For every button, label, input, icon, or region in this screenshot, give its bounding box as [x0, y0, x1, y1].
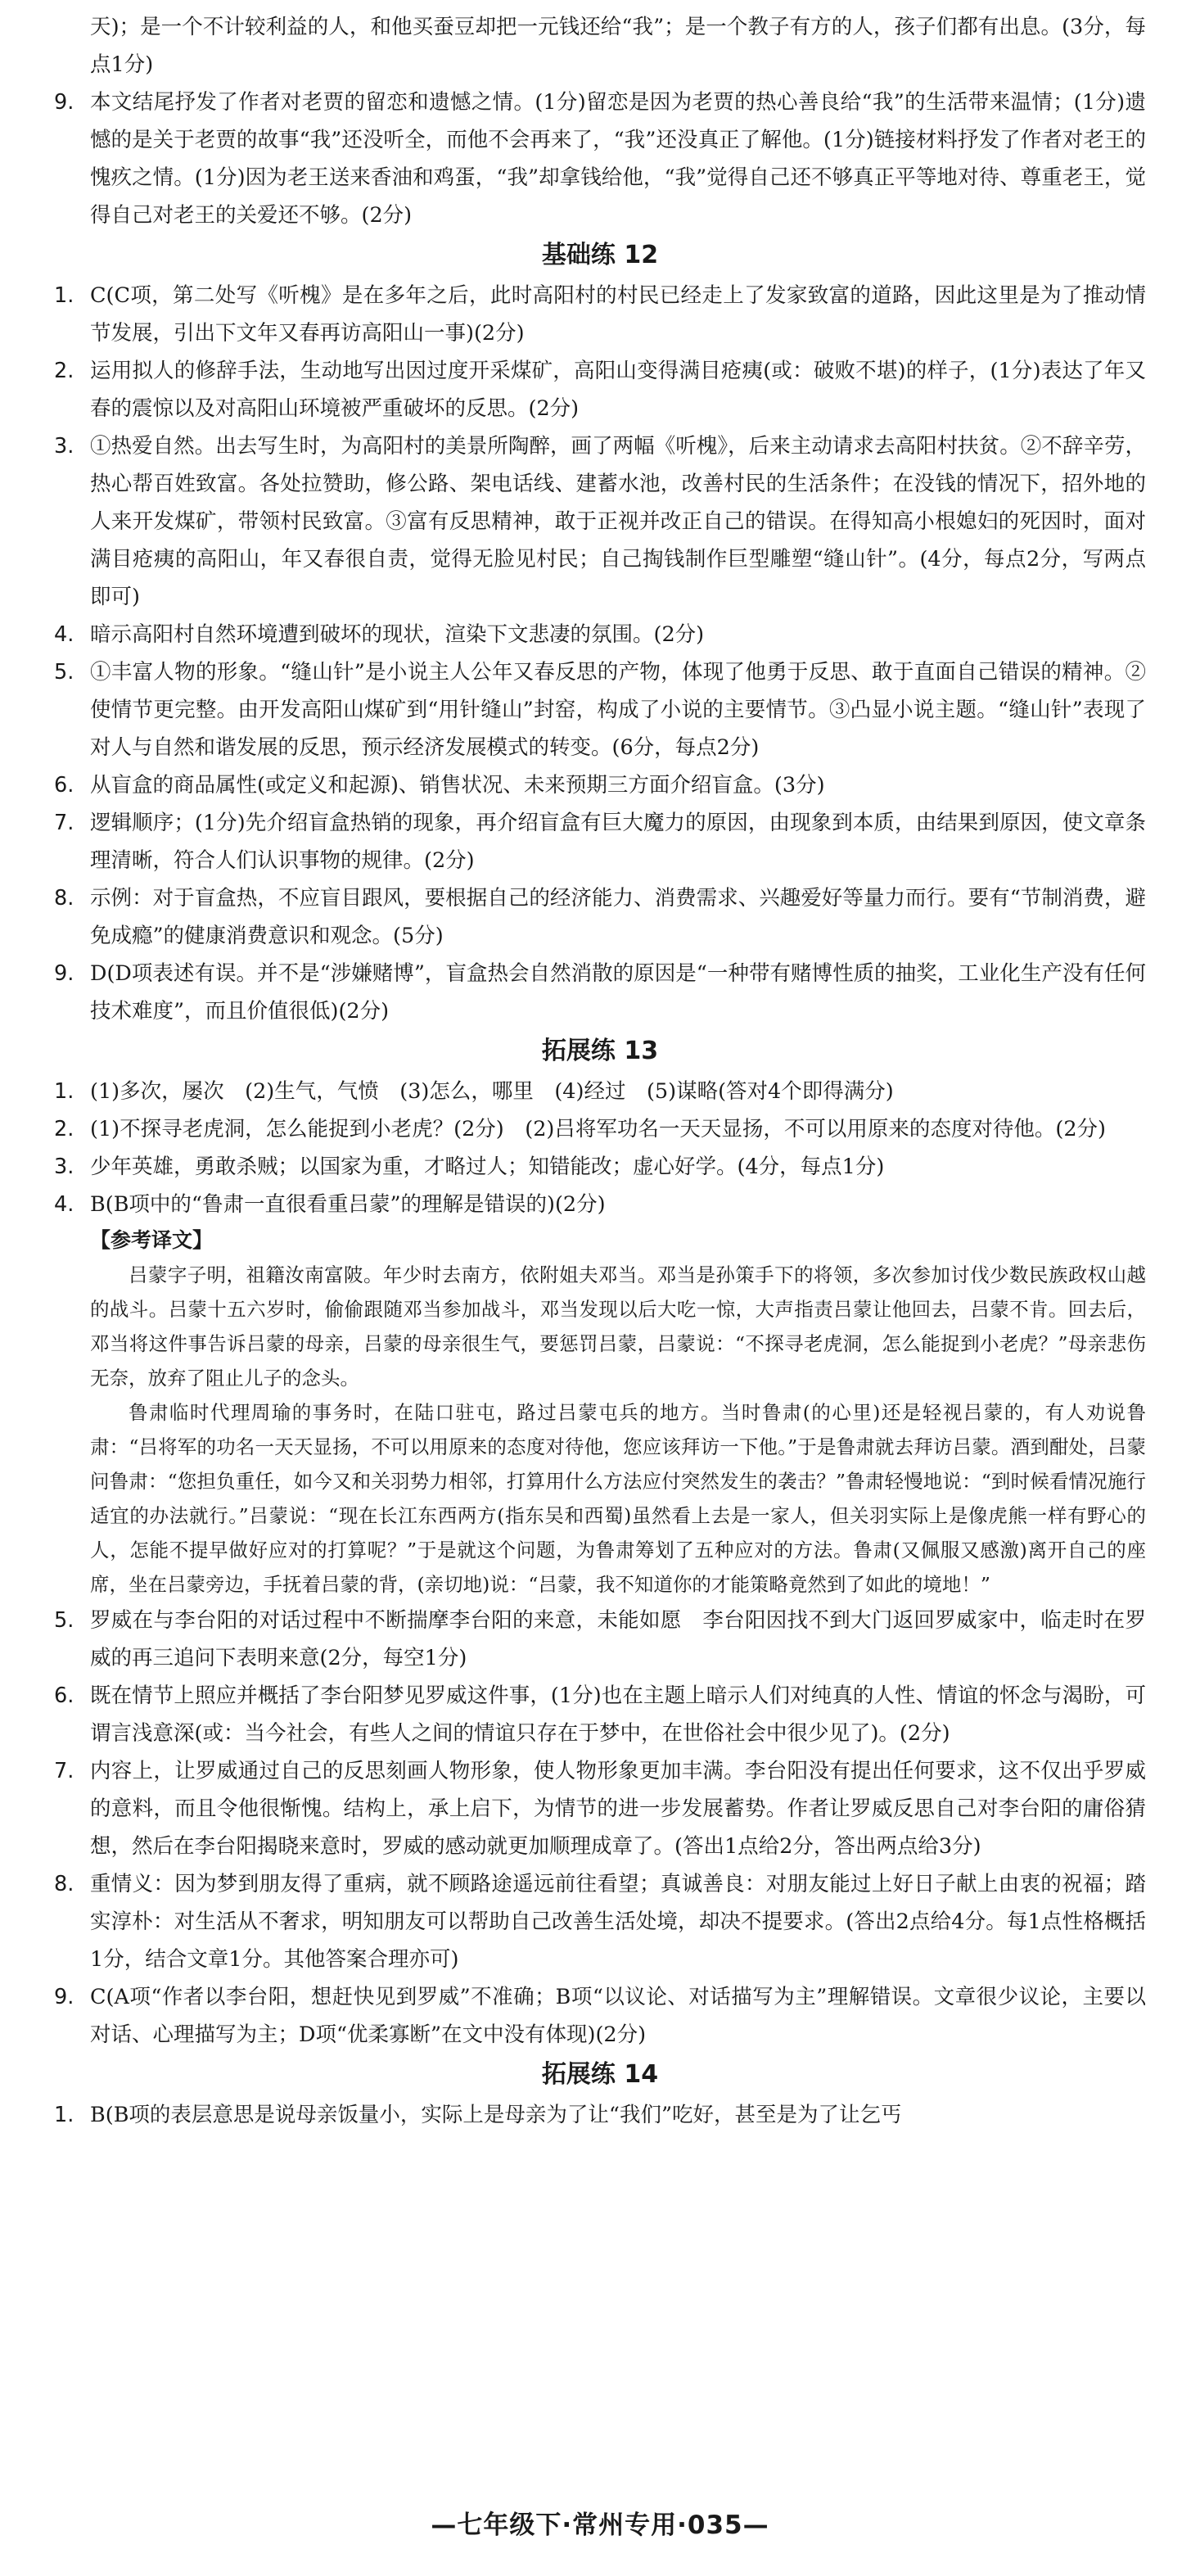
answer-text: 逻辑顺序；(1分)先介绍盲盒热销的现象，再介绍盲盒有巨大魔力的原因，由现象到本质，由结果到原因，使文章条理清晰，符合人们认识事物的规律。(2分) — [90, 811, 1146, 873]
answer-item — [54, 1752, 1146, 1865]
answer-number: 7. — [54, 1759, 74, 1783]
answer-item — [54, 616, 1146, 653]
answer-item — [54, 653, 1146, 766]
answer-number: 3. — [54, 434, 74, 459]
top-answer-list — [54, 84, 1146, 234]
answer-text: 运用拟人的修辞手法，生动地写出因过度开采煤矿，高阳山变得满目疮痍(或：破败不堪)的样子，(1分)表达了年又春的震惊以及对高阳山环境被严重破坏的反思。(2分) — [90, 359, 1146, 421]
translation-paragraph: 鲁肃临时代理周瑜的事务时，在陆口驻屯，路过吕蒙屯兵的地方。当时鲁肃(的心里)还是轻视吕蒙的，有人劝说鲁肃：“吕将军的功名一天天显扬，不可以用原来的态度对待他，您应该拜访一下他。”于是鲁肃就去拜访吕蒙。酒到酣处，吕蒙问鲁肃：“您担负重任，如今又和关羽势力相邻，打算用什么方法应付突然发生的袭击？”鲁肃轻慢地说：“到时候看情况施行适宜的办法就行。”吕蒙说：“现在长江东西两方(指东吴和西蜀)虽然看上去是一家人，但关羽实际上是像虎熊一样有野心的人，怎能不提早做好应对的打算呢？”于是就这个问题，为鲁肃筹划了五种应对的方法。鲁肃(又佩服又感激)离开自己的座席，坐在吕蒙旁边，手抚着吕蒙的背，(亲切地)说：“吕蒙，我不知道你的才能策略竟然到了如此的境地！” — [90, 1401, 1146, 1596]
answer-text: C(A项“作者以李台阳，想赶快见到罗威”不准确；B项“以议论、对话描写为主”理解错误。文章很少议论，主要以对话、心理描写为主；D项“优柔寡断”在文中没有体现)(2分) — [90, 1985, 1146, 2047]
answer-number: 4. — [54, 622, 74, 647]
answer-item — [54, 766, 1146, 804]
answer-number: 3. — [54, 1155, 74, 1179]
answer-item — [54, 879, 1146, 955]
section-13-answers-b — [54, 1602, 1146, 2054]
answer-item — [54, 1677, 1146, 1752]
answer-item — [54, 1073, 1146, 1110]
answer-number: 8. — [54, 1872, 74, 1896]
answer-number: 1. — [54, 283, 74, 308]
section-title-12: 基础练 12 — [541, 241, 659, 269]
answer-item — [54, 955, 1146, 1030]
answer-text: (1)不探寻老虎洞，怎么能捉到小老虎？(2分) (2)吕将军功名一天天显扬，不可以用原来的态度对待他。(2分) — [90, 1117, 1106, 1141]
answer-item — [54, 1110, 1146, 1148]
answer-text: ①丰富人物的形象。“缝山针”是小说主人公年又春反思的产物，体现了他勇于反思、敢于直面自己错误的精神。②使情节更完整。由开发高阳山煤矿到“用针缝山”封窑，构成了小说的主要情节。③凸显小说主题。“缝山针”表现了对人与自然和谐发展的反思，预示经济发展模式的转变。(6分，每点2分) — [90, 660, 1146, 760]
page-footer: —七年级下·常州专用·035— — [431, 2510, 769, 2540]
reference-translation-label: 【参考译文】 — [90, 1228, 214, 1252]
section-14-answers — [54, 2096, 1146, 2134]
answer-text: 既在情节上照应并概括了李台阳梦见罗威这件事，(1分)也在主题上暗示人们对纯真的人性、情谊的怀念与渴盼，可谓言浅意深(或：当今社会，有些人之间的情谊只存在于梦中，在世俗社会中很少见了)。(2分) — [90, 1683, 1146, 1746]
answer-item — [54, 277, 1146, 352]
section-title-13: 拓展练 13 — [541, 1037, 659, 1065]
answer-number: 6. — [54, 1683, 74, 1708]
answer-number: 9. — [54, 961, 74, 986]
answer-number: 2. — [54, 1117, 74, 1141]
answer-text: B(B项中的“鲁肃一直很看重吕蒙”的理解是错误的)(2分) — [90, 1192, 606, 1217]
answer-item — [54, 1186, 1146, 1223]
answer-text: B(B项的表层意思是说母亲饭量小，实际上是母亲为了让“我们”吃好，甚至是为了让乞丐 — [90, 2103, 902, 2127]
answer-number: 5. — [54, 1608, 74, 1633]
section-title-14: 拓展练 14 — [541, 2060, 659, 2089]
answer-item — [54, 1602, 1146, 1677]
answer-item — [54, 2096, 1146, 2134]
answer-item — [54, 1978, 1146, 2054]
answer-item — [54, 804, 1146, 879]
answer-number: 9. — [54, 1985, 74, 2009]
answer-number: 1. — [54, 1079, 74, 1104]
answer-text: 罗威在与李台阳的对话过程中不断揣摩李台阳的来意，未能如愿 李台阳因找不到大门返回罗威家中，临走时在罗威的再三追问下表明来意(2分，每空1分) — [90, 1608, 1146, 1670]
continued-answer: 天)；是一个不计较利益的人，和他买蚕豆却把一元钱还给“我”；是一个教子有方的人，孩子们都有出息。(3分，每点1分) — [90, 15, 1146, 77]
translation-paragraph: 吕蒙字子明，祖籍汝南富陂。年少时去南方，依附姐夫邓当。邓当是孙策手下的将领，多次参加讨伐少数民族政权山越的战斗。吕蒙十五六岁时，偷偷跟随邓当参加战斗，邓当发现以后大吃一惊，大声指责吕蒙让他回去，吕蒙不肯。回去后，邓当将这件事告诉吕蒙的母亲，吕蒙的母亲很生气，要惩罚吕蒙，吕蒙说：“不探寻老虎洞，怎么能捉到小老虎？”母亲悲伤无奈，放弃了阻止儿子的念头。 — [90, 1263, 1146, 1390]
answer-number: 8. — [54, 886, 74, 911]
answer-text: 本文结尾抒发了作者对老贾的留恋和遗憾之情。(1分)留恋是因为老贾的热心善良给“我”的生活带来温情；(1分)遗憾的是关于老贾的故事“我”还没听全，而他不会再来了，“我”还没真正了解他。(1分)链接材料抒发了作者对老王的愧疚之情。(1分)因为老王送来香油和鸡蛋，“我”却拿钱给他，“我”觉得自己还不够真正平等地对待、尊重老王，觉得自己对老王的关爱还不够。(2分) — [90, 90, 1146, 228]
answer-number: 6. — [54, 773, 74, 798]
answer-number: 5. — [54, 660, 74, 685]
answer-item — [54, 352, 1146, 427]
answer-item — [54, 427, 1146, 616]
answer-number: 4. — [54, 1192, 74, 1217]
answer-text: C(C项，第二处写《听槐》是在多年之后，此时高阳村的村民已经走上了发家致富的道路，因此这里是为了推动情节发展，引出下文年又春再访高阳山一事)(2分) — [90, 283, 1146, 346]
answer-text: (1)多次，屡次 (2)生气，气愤 (3)怎么，哪里 (4)经过 (5)谋略(答对4个即得满分) — [90, 1079, 894, 1104]
reference-translation — [54, 1258, 1146, 1602]
answer-text: 暗示高阳村自然环境遭到破坏的现状，渲染下文悲凄的氛围。(2分) — [90, 622, 705, 647]
answer-number: 2. — [54, 359, 74, 383]
answer-text: ①热爱自然。出去写生时，为高阳村的美景所陶醉，画了两幅《听槐》，后来主动请求去高阳村扶贫。②不辞辛劳，热心帮百姓致富。各处拉赞助，修公路、架电话线、建蓄水池，改善村民的生活条件；在没钱的情况下，招外地的人来开发煤矿，带领村民致富。③富有反思精神，敢于正视并改正自己的错误。在得知高小根媳妇的死因时，面对满目疮痍的高阳山，年又春很自责，觉得无脸见村民；自己掏钱制作巨型雕塑“缝山针”。(4分，每点2分，写两点即可) — [90, 434, 1146, 609]
answer-item — [54, 1865, 1146, 1978]
answer-text: 内容上，让罗威通过自己的反思刻画人物形象，使人物形象更加丰满。李台阳没有提出任何要求，这不仅出乎罗威的意料，而且令他很惭愧。结构上，承上启下，为情节的进一步发展蓄势。作者让罗威反思自己对李台阳的庸俗猜想，然后在李台阳揭晓来意时，罗威的感动就更加顺理成章了。(答出1点给2分，答出两点给3分) — [90, 1759, 1146, 1859]
answer-number: 7. — [54, 811, 74, 835]
section-12-answers — [54, 277, 1146, 1030]
answer-item — [54, 84, 1146, 234]
answer-text: 少年英雄，勇敢杀贼；以国家为重，才略过人；知错能改；虚心好学。(4分，每点1分) — [90, 1155, 885, 1179]
answer-item — [54, 1148, 1146, 1186]
answer-text: 示例：对于盲盒热，不应盲目跟风，要根据自己的经济能力、消费需求、兴趣爱好等量力而行。要有“节制消费，避免成瘾”的健康消费意识和观念。(5分) — [90, 886, 1146, 948]
answer-text: 从盲盒的商品属性(或定义和起源)、销售状况、未来预期三方面介绍盲盒。(3分) — [90, 773, 825, 798]
answer-number: 1. — [54, 2103, 74, 2127]
answer-text: 重情义：因为梦到朋友得了重病，就不顾路途遥远前往看望；真诚善良：对朋友能过上好日子献上由衷的祝福；踏实淳朴：对生活从不奢求，明知朋友可以帮助自己改善生活处境，却决不提要求。(答出2点给4分。每1点性格概括1分，结合文章1分。其他答案合理亦可) — [90, 1872, 1146, 1972]
answer-number: 9. — [54, 90, 74, 115]
answer-text: D(D项表述有误。并不是“涉嫌赌博”，盲盒热会自然消散的原因是“一种带有赌博性质的抽奖，工业化生产没有任何技术难度”，而且价值很低)(2分) — [90, 961, 1146, 1024]
section-13-answers-a — [54, 1073, 1146, 1223]
